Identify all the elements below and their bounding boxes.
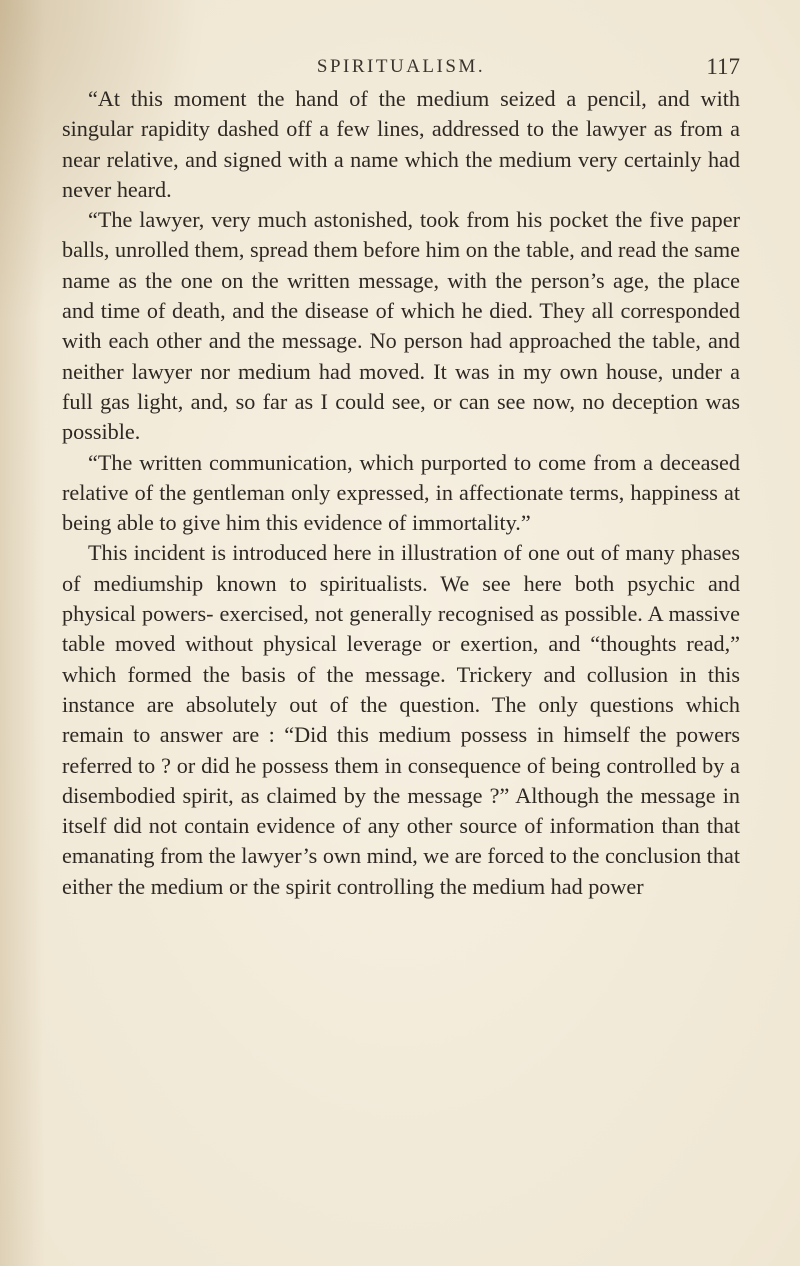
page-number: 117 [706,54,740,79]
running-title: SPIRITUALISM. [316,56,486,77]
running-head [62,54,740,88]
paragraph-medium-writes: “At this moment the hand of the medium seized a pencil, and with singular rapidity dashed off a few lines, addressed to the lawyer as from a near relative, and signed with a name which the medium very certainly had never heard. [62,86,740,202]
body-text [62,84,740,902]
paragraph-incident-illustration: This incident is introduced here in illustration of one out of many phases of mediumship known to spiritualists. We see here both psychic and physical powers- exercised, not generally recognised as possible. A massive table moved without physical leverage or exertion, and “thoughts read,” which formed the basis of the message. Trickery and collusion in this instance are absolutely out of the question. The only questions which remain to answer are : “Did this medium possess in himself the powers referred to ? or did he possess them in consequence of being controlled by a disembodied spirit, as claimed by the message ?” Although the message in itself did not contain evidence of any other source of information than that emanating from the lawyer’s own mind, we are forced to the conclusion that either the medium or the spirit controlling the medium had power [62,540,740,899]
paragraph-lawyer-astonished: “The lawyer, very much astonished, took from his pocket the five paper balls, unrolled them, spread them before him on the table, and read the same name as the one on the written message, with the person’s age, the place and time of death, and the disease of which he died. They all corresponded with each other and the message. No person had approached the table, and neither lawyer nor medium had moved. It was in my own house, under a full gas light, and, so far as I could see, or can see now, no deception was possible. [62,207,740,445]
paragraph-written-communication: “The written communication, which purported to come from a deceased relative of the gentleman only expressed, in affectionate terms, happiness at being able to give him this evidence of immortality.” [62,449,740,536]
